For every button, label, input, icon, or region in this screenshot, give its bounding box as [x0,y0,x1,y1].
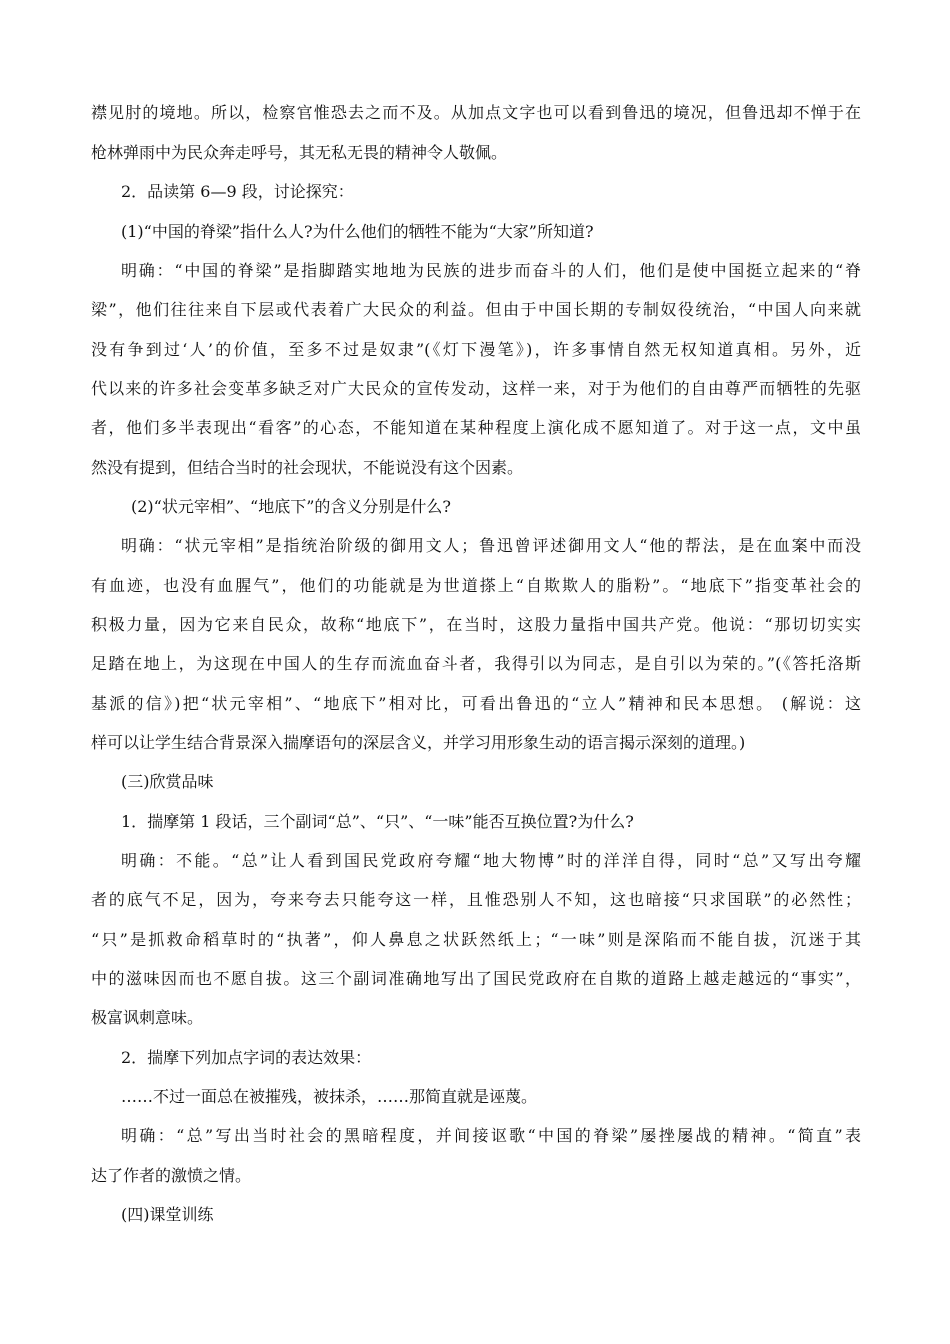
question-heading: (2)“状元宰相”、“地底下”的含义分别是什么? [131,497,451,516]
paragraph-line: 襟见肘的境地。所以，检察官惟恐去之而不及。从加点文字也可以看到鲁迅的境况，但鲁迅却不惮于在 [91,103,861,122]
paragraph-line: 样可以让学生结合背景深入揣摩语句的深层含义，并学习用形象生动的语言揭示深刻的道理。) [91,733,746,752]
question-heading: 1．揣摩第 1 段话，三个副词“总”、“只”、“一味”能否互换位置?为什么? [121,812,634,831]
paragraph-line: “只”是抓救命稻草时的“执著”，仰人鼻息之状跃然纸上；“一味”则是深陷而不能自拔，沉迷于其 [91,930,861,949]
section-heading: 2．品读第 6—9 段，讨论探究： [121,182,354,201]
paragraph-line: 没有争到过‘人’的价值，至多不过是奴隶”(《灯下漫笔》)，许多事情自然无权知道真相。另外，近 [91,340,861,359]
paragraph-line: 极富讽刺意味。 [91,1008,204,1027]
paragraph-line: 者，他们多半表现出“看客”的心态，不能知道在某种程度上演化成不愿知道了。对于这一点，文中虽 [91,418,861,437]
paragraph-line: 然没有提到，但结合当时的社会现状，不能说没有这个因素。 [91,458,524,477]
paragraph-line: 达了作者的激愤之情。 [91,1166,252,1185]
paragraph-line: 积极力量，因为它来自民众，故称“地底下”，在当时，这股力量指中国共产党。他说：“那切切实实 [91,615,861,634]
paragraph-line: 明确：“状元宰相”是指统治阶级的御用文人；鲁迅曾评述御用文人“他的帮法，是在血案中而没 [121,536,861,555]
section-heading: (三)欣赏品味 [121,772,214,791]
paragraph-line: 代以来的许多社会变革多缺乏对广大民众的宣传发动，这样一来，对于为他们的自由尊严而牺牲的先驱 [91,379,861,398]
paragraph-line: 基派的信》)把“状元宰相”、“地底下”相对比，可看出鲁迅的“立人”精神和民本思想。 (解说：这 [91,694,861,713]
paragraph-line: 中的滋味因而也不愿自拔。这三个副词准确地写出了国民党政府在自欺的道路上越走越远的“事实”， [91,969,861,988]
question-heading: (1)“中国的脊梁”指什么人?为什么他们的牺牲不能为“大家”所知道? [121,222,594,241]
paragraph-line: 明确：“中国的脊梁”是指脚踏实地地为民族的进步而奋斗的人们，他们是使中国挺立起来的“脊 [121,261,861,280]
paragraph-line: 梁”，他们往往来自下层或代表着广大民众的利益。但由于中国长期的专制奴役统治，“中国人向来就 [91,300,861,319]
paragraph-line: 明确：“总”写出当时社会的黑暗程度，并间接讴歌“中国的脊梁”屡挫屡战的精神。“简直”表 [121,1126,861,1145]
paragraph-line: 明确：不能。“总”让人看到国民党政府夸耀“地大物博”时的洋洋自得，同时“总”又写出夸耀 [121,851,861,870]
paragraph-line: 足踏在地上，为这现在中国人的生存而流血奋斗者，我得引以为同志，是自引以为荣的。”(《答托洛斯 [91,654,861,673]
paragraph-line: 枪林弹雨中为民众奔走呼号，其无私无畏的精神令人敬佩。 [91,143,508,162]
question-heading: 2．揣摩下列加点字词的表达效果： [121,1048,372,1067]
section-heading: (四)课堂训练 [121,1205,214,1224]
quoted-sentence: ……不过一面总在被摧残，被抹杀，……那简直就是诬蔑。 [121,1087,538,1106]
paragraph-line: 有血迹，也没有血腥气”，他们的功能就是为世道搽上“自欺欺人的脂粉”。“地底下”指变革社会的 [91,576,861,595]
paragraph-line: 者的底气不足，因为，夸来夸去只能夸这一样，且惟恐别人不知，这也暗接“只求国联”的必然性； [91,890,861,909]
